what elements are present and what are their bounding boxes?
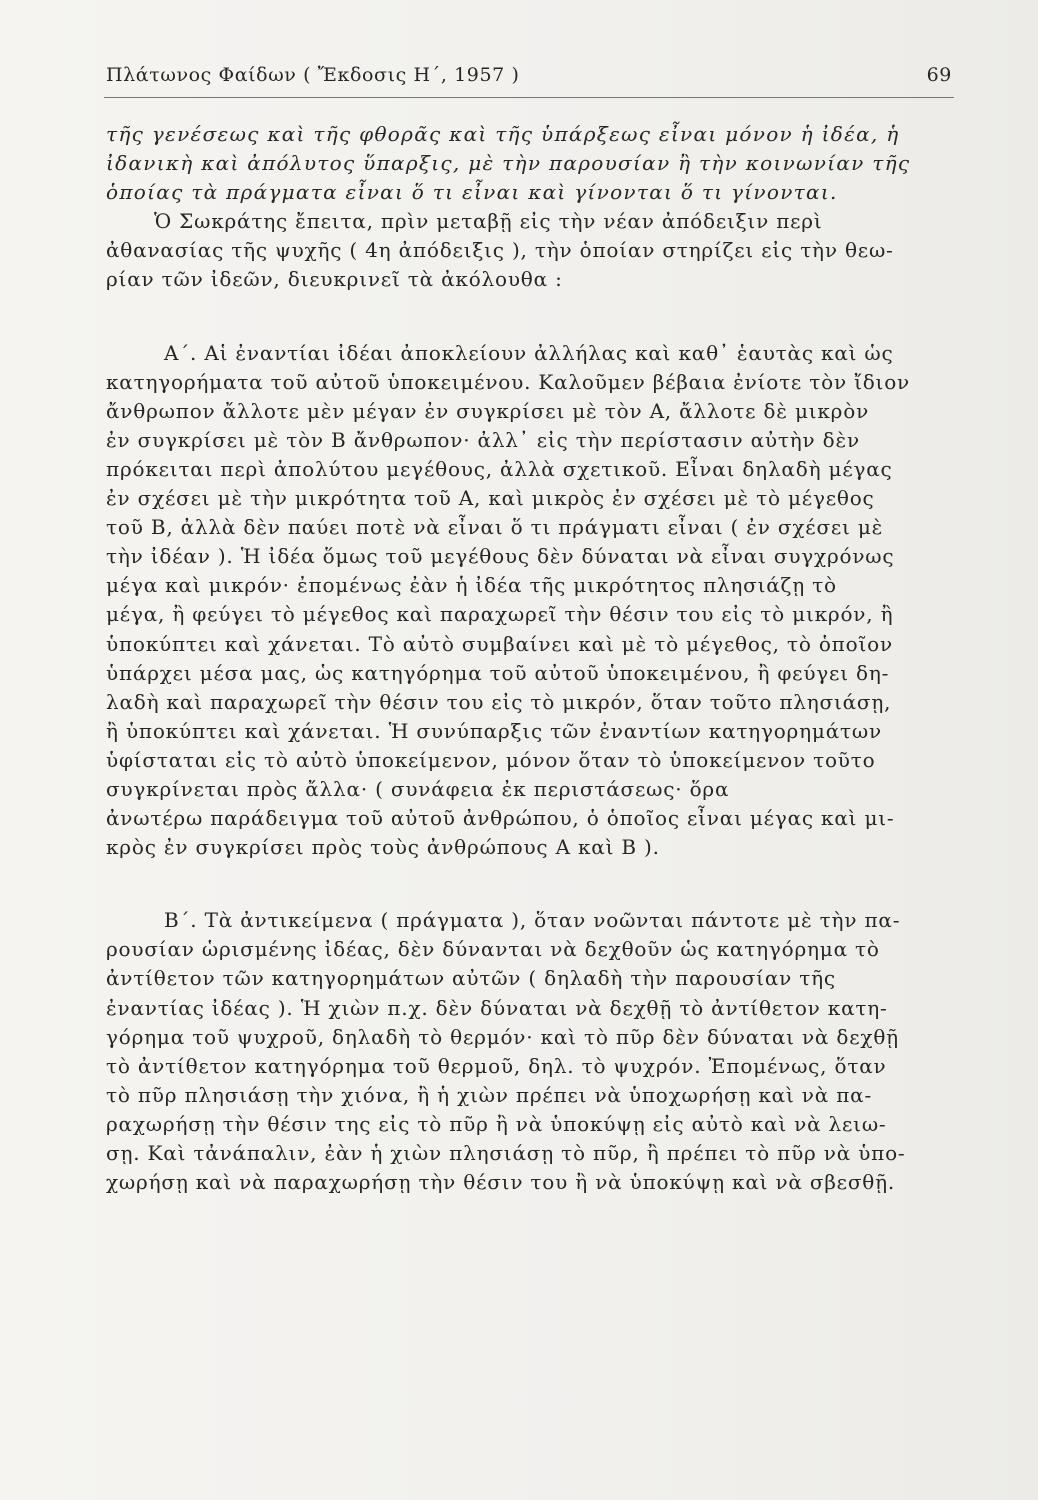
text-line: ἐναντίας ἰδέας ). Ἡ χιὼν π.χ. δὲν δύναται νὰ δεχθῇ τὸ ἀντίθετον κατη-	[106, 995, 888, 1020]
text-line: ὑποκύπτει καὶ χάνεται. Τὸ αὐτὸ συμβαίνει καὶ μὲ τὸ μέγεθος, τὸ ὁποῖον	[106, 631, 893, 656]
text-line: ρίαν τῶν ἰδεῶν, διευκρινεῖ τὰ ἀκόλουθα :	[106, 267, 563, 292]
text-line: ἀντίθετον τῶν κατηγορημάτων αὐτῶν ( δηλαδὴ τὴν παρουσίαν τῆς	[106, 966, 836, 991]
text-line: μέγα, ἢ φεύγει τὸ μέγεθος καὶ παραχωρεῖ τὴν θέσιν του εἰς τὸ μικρόν, ἢ	[106, 602, 894, 627]
text-line: κατηγορήματα τοῦ αὐτοῦ ὑποκειμένου. Καλοῦμεν βέβαια ἐνίοτε τὸν ἴδιον	[106, 369, 910, 394]
paragraph-2	[106, 207, 936, 294]
running-title: Πλάτωνος Φαίδων ( Ἔκδοσις Η΄, 1957 )	[106, 64, 520, 86]
text-line: τὸ ἀντίθετον κατηγόρημα τοῦ θερμοῦ, δηλ. τὸ ψυχρόν. Ἐπομένως, ὅταν	[106, 1053, 887, 1078]
text-line: μέγα καὶ μικρόν· ἐπομένως ἐὰν ἡ ἰδέα τῆς μικρότητος πλησιάζῃ τὸ	[106, 573, 837, 598]
text-line: ρουσίαν ὡρισμένης ἰδέας, δὲν δύνανται νὰ δεχθοῦν ὡς κατηγόρημα τὸ	[106, 937, 880, 962]
text-line: ἰδανικὴ καὶ ἀπόλυτος ὕπαρξις, μὲ τὴν παρουσίαν ἢ τὴν κοινωνίαν τῆς	[106, 151, 911, 176]
text-line: ἐν σχέσει μὲ τὴν μικρότητα τοῦ Α, καὶ μικρὸς ἐν σχέσει μὲ τὸ μέγεθος	[106, 486, 875, 511]
text-line: τὴν ἰδέαν ). Ἡ ἰδέα ὅμως τοῦ μεγέθους δὲν δύναται νὰ εἶναι συγχρόνως	[106, 544, 895, 569]
text-line: τῆς γενέσεως καὶ τῆς φθορᾶς καὶ τῆς ὑπάρξεως εἶναι μόνον ἡ ἰδέα, ἡ	[106, 122, 900, 146]
text-line: κρὸς ἐν συγκρίσει πρὸς τοὺς ἀνθρώπους Α καὶ Β ).	[106, 835, 660, 860]
paragraph-gap	[106, 295, 936, 339]
text-line: ἄνθρωπον ἄλλοτε μὲν μέγαν ἐν συγκρίσει μὲ τὸν Α, ἄλλοτε δὲ μικρὸν	[106, 398, 870, 423]
text-line: ὑπάρχει μέσα μας, ὡς κατηγόρημα τοῦ αὐτοῦ ὑποκειμένου, ἢ φεύγει δη-	[106, 660, 890, 685]
section-b	[106, 906, 936, 1197]
text-line: ὑφίσταται εἰς τὸ αὐτὸ ὑποκείμενον, μόνον ὅταν τὸ ὑποκείμενον τοῦτο	[106, 747, 876, 772]
text-line: γόρημα τοῦ ψυχροῦ, δηλαδὴ τὸ θερμόν· καὶ τὸ πῦρ δὲν δύναται νὰ δεχθῇ	[106, 1024, 899, 1049]
text-line: ὁποίας τὰ πράγματα εἶναι ὅ τι εἶναι καὶ γίνονται ὅ τι γίνονται.	[106, 180, 838, 205]
text-line: τὸ πῦρ πλησιάσῃ τὴν χιόνα, ἢ ἡ χιὼν πρέπει νὰ ὑποχωρήσῃ καὶ νὰ πα-	[106, 1082, 873, 1107]
text-line: Β΄. Τὰ ἀντικείμενα ( πράγματα ), ὅταν νοῶνται πάντοτε μὲ τὴν πα-	[164, 908, 901, 933]
page-number: 69	[926, 64, 952, 86]
text-line: πρόκειται περὶ ἀπολύτου μεγέθους, ἀλλὰ σχετικοῦ. Εἶναι δηλαδὴ μέγας	[106, 456, 893, 481]
text-line: ἐν συγκρίσει μὲ τὸν Β ἄνθρωπον· ἀλλ᾽ εἰς τὴν περίστασιν αὐτὴν δὲν	[106, 427, 860, 452]
text-line: σῃ. Καὶ τἀνάπαλιν, ἐὰν ἡ χιὼν πλησιάσῃ τὸ πῦρ, ἢ πρέπει τὸ πῦρ νὰ ὑπο-	[106, 1141, 906, 1165]
text-line: ἀνωτέρω παράδειγμα τοῦ αὐτοῦ ἀνθρώπου, ὁ ὁποῖος εἶναι μέγας καὶ μι-	[106, 806, 895, 831]
running-header	[106, 64, 952, 86]
text-line: συγκρίνεται πρὸς ἄλλα· ( συνάφεια ἐκ περιστάσεως· ὅρα	[106, 776, 730, 801]
text-line: ἀθανασίας τῆς ψυχῆς ( 4η ἀπόδειξις ), τὴν ὁποίαν στηρίζει εἰς τὴν θεω-	[106, 238, 894, 263]
paragraph-gap	[106, 862, 936, 906]
text-line: χωρήσῃ καὶ νὰ παραχωρήσῃ τὴν θέσιν του ἢ νὰ ὑποκύψῃ καὶ νὰ σβεσθῇ.	[106, 1170, 896, 1195]
paragraph-1	[106, 120, 936, 207]
text-line: τοῦ Β, ἀλλὰ δὲν παύει ποτὲ νὰ εἶναι ὅ τι πράγματι εἶναι ( ἐν σχέσει μὲ	[106, 515, 884, 540]
text-line: λαδὴ καὶ παραχωρεῖ τὴν θέσιν του εἰς τὸ μικρόν, ὅταν τοῦτο πλησιάσῃ,	[106, 689, 892, 714]
section-a	[106, 339, 936, 863]
header-rule	[104, 97, 954, 98]
text-line: Ὁ Σωκράτης ἔπειτα, πρὶν μεταβῇ εἰς τὴν νέαν ἀπόδειξιν περὶ	[154, 209, 823, 234]
text-line: ραχωρήσῃ τὴν θέσιν της εἰς τὸ πῦρ ἢ νὰ ὑποκύψῃ εἰς αὐτὸ καὶ νὰ λειω-	[106, 1111, 887, 1136]
text-line: ἢ ὑποκύπτει καὶ χάνεται. Ἡ συνύπαρξις τῶν ἐναντίων κατηγορημάτων	[106, 718, 882, 743]
text-line: Α΄. Αἱ ἐναντίαι ἰδέαι ἀποκλείουν ἀλλήλας καὶ καθ᾽ ἑαυτὰς καὶ ὡς	[164, 340, 894, 365]
page-body	[106, 120, 936, 1197]
